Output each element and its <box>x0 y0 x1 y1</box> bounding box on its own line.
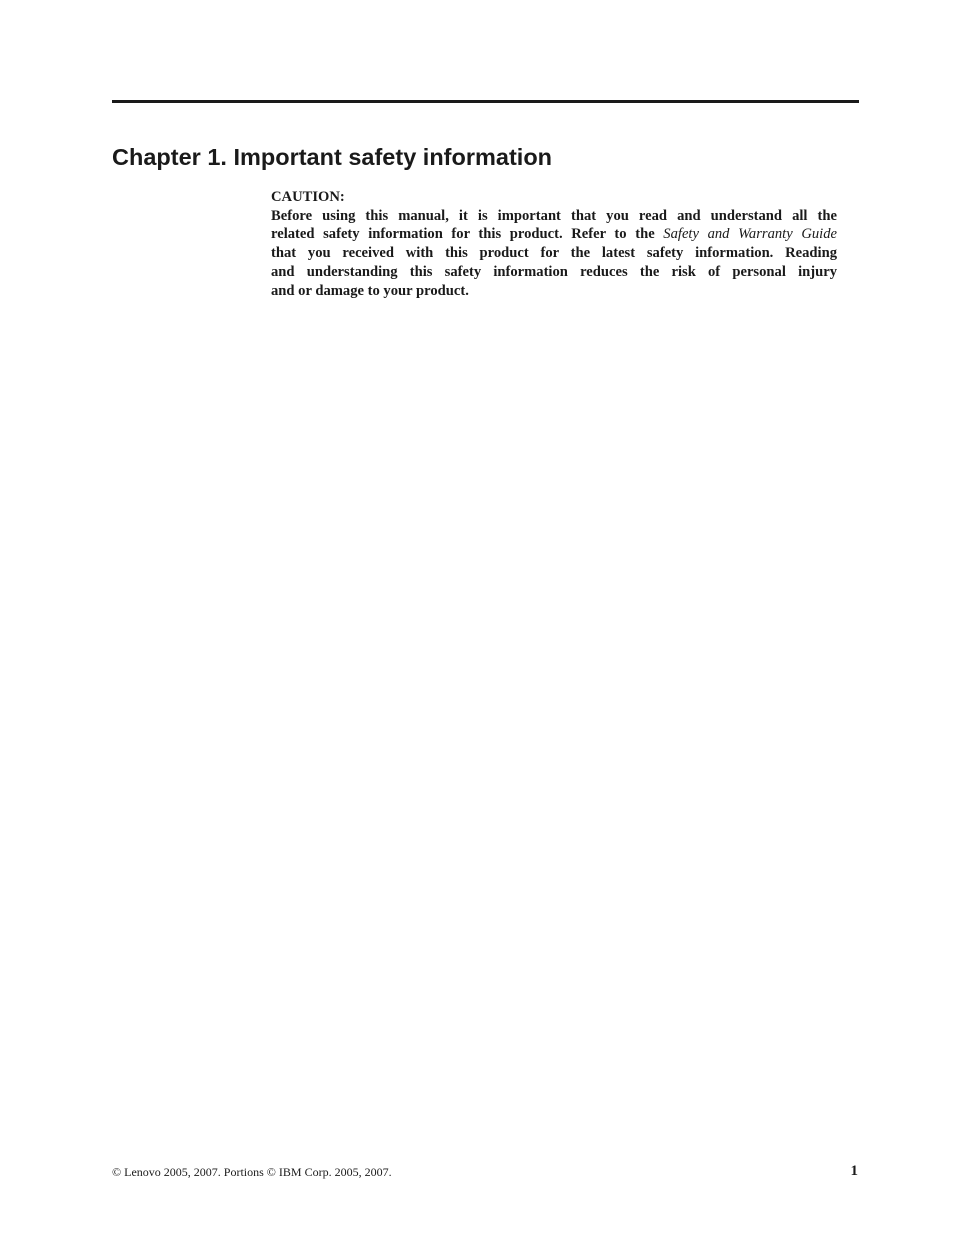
caution-text-line: and understanding this safety information reduces the risk of personal injury <box>271 263 837 280</box>
caution-text-line: Before using this manual, it is important that you read and understand all the <box>271 207 837 224</box>
caution-text-line: that you received with this product for the latest safety information. Reading <box>271 245 837 262</box>
guide-reference: Safety and Warranty Guide <box>663 226 837 243</box>
footer-copyright: © Lenovo 2005, 2007. Portions © IBM Corp. 2005, 2007. <box>112 1165 392 1179</box>
page-number: 1 <box>850 1163 858 1179</box>
caution-notice <box>271 188 861 300</box>
caution-text-segment: related safety information for this product. Refer to the <box>271 226 664 243</box>
caution-text-line: and or damage to your product. <box>271 282 469 299</box>
chapter-rule <box>112 100 859 103</box>
caution-text-line <box>271 225 837 244</box>
caution-label: CAUTION: <box>271 189 345 205</box>
chapter-title: Chapter 1. Important safety information <box>112 144 553 170</box>
